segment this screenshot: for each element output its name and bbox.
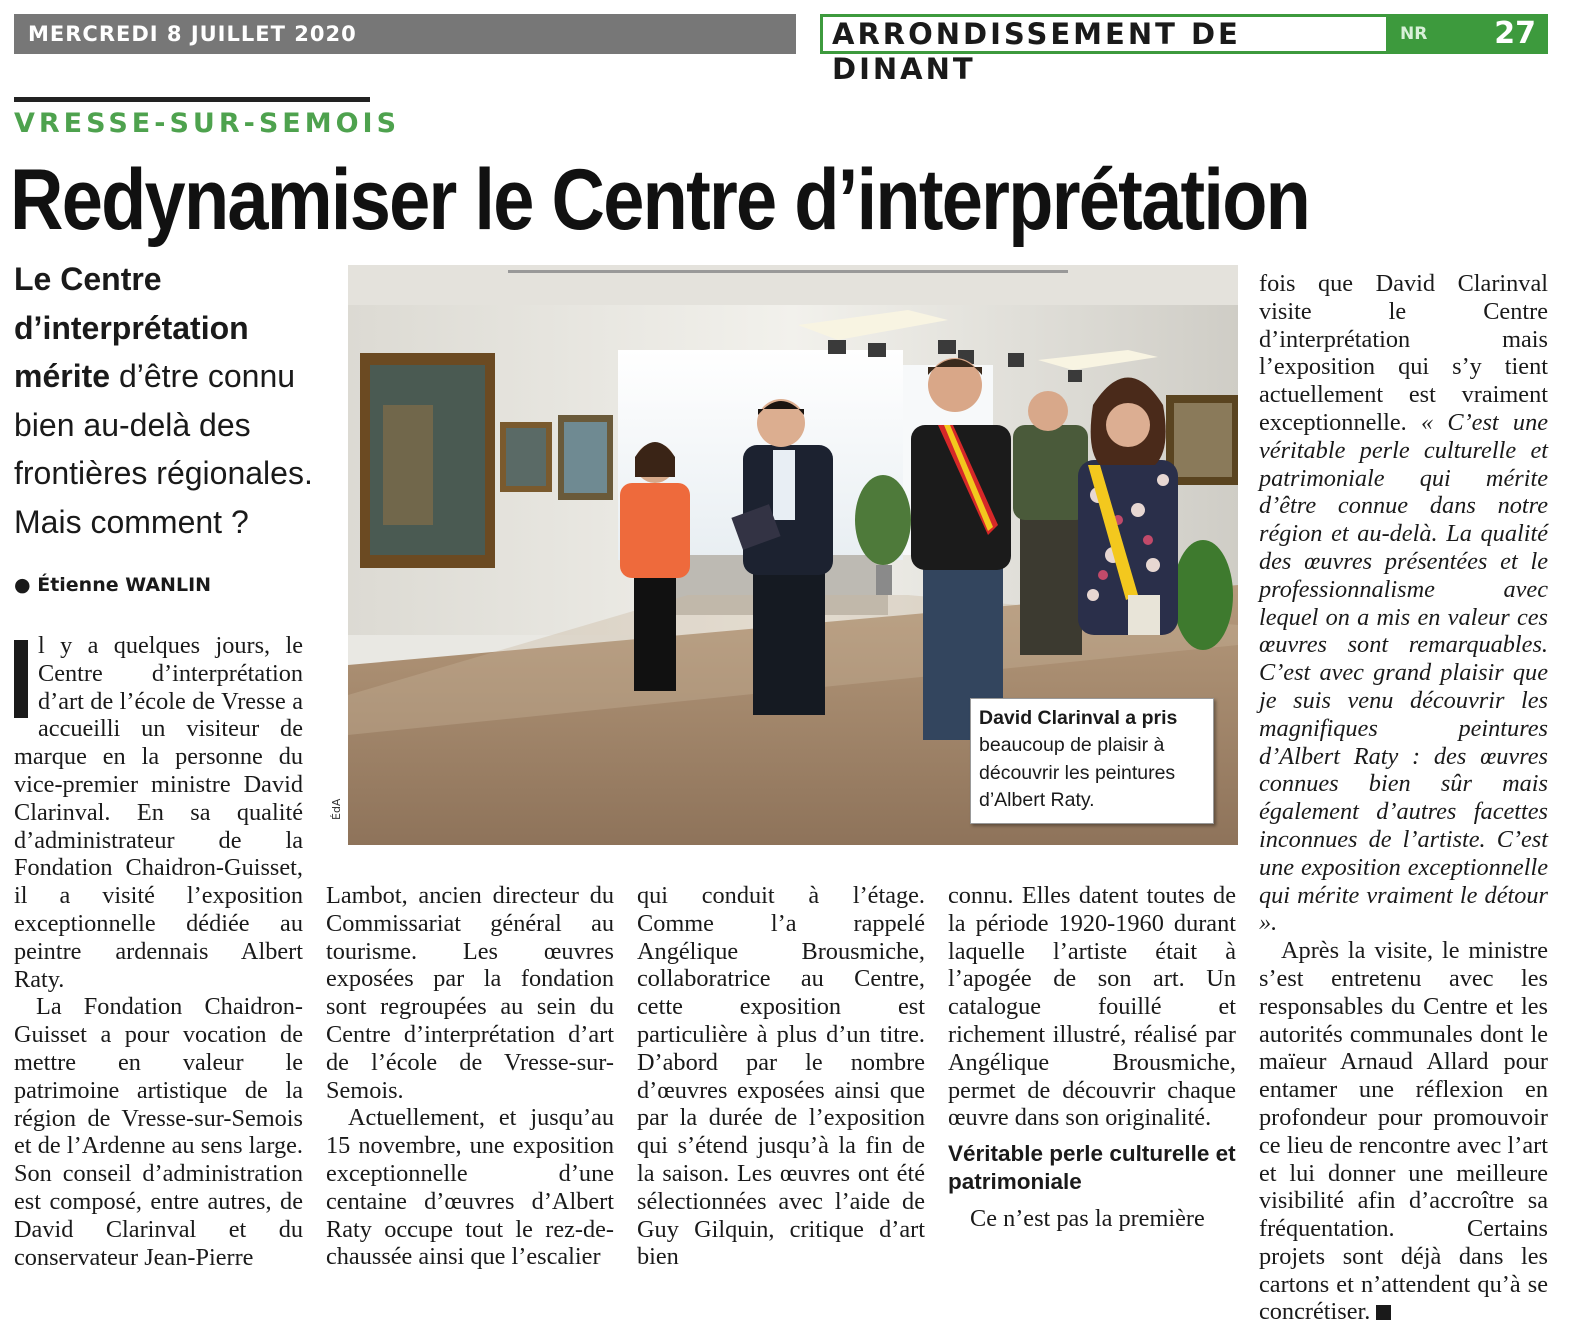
standfirst-text: d’être connu bien au-delà des frontières régionales. Mais comment ? <box>14 358 313 540</box>
caption-text: beaucoup de plaisir à découvrir les peintures d’Albert Raty. <box>979 734 1176 811</box>
body-column-2 <box>326 882 614 1271</box>
paragraph <box>14 632 303 993</box>
byline-first-name: Étienne <box>37 574 119 596</box>
brand-box <box>1386 14 1548 54</box>
section-title: ARRONDISSEMENT DE DINANT <box>832 17 1241 86</box>
paragraph: Actuellement, et jusqu’au 15 novembre, une exposition exceptionnelle d’une centaine d’œuvres d’Albert Raty occupe tout le rez-de-chaussée ainsi que l’escalier <box>326 1104 614 1271</box>
paragraph: Ce n’est pas la première <box>970 1204 1205 1232</box>
page-number: 27 <box>1494 16 1536 51</box>
paragraph: La Fondation Chaidron-Guisset a pour vocation de mettre en valeur le patrimoine artistique de la région de Vresse-sur-Semois et de l’Ardenne au sens large. Son conseil d’administration est composé, entre autres, de David Clarinval et du conservateur Jean-Pierre <box>14 993 303 1271</box>
byline-bullet-icon: ● <box>14 574 31 596</box>
paragraph: qui conduit à l’étage. Comme l’a rappelé Angélique Brousmiche, collaboratrice au Centre, cette exposition est particulière à plus d’un titre. D’abord par le nombre d’œuvres exposées ainsi que par la durée de l’exposition qui s’étend jusqu’à la fin de la saison. Les œuvres ont été sélectionnées avec l’aide de Guy Gilquin, critique d’art bien <box>637 882 925 1271</box>
paragraph-text: l y a quelques jours, le Centre d’interprétation d’art de l’école de Vresse a accueilli un visiteur de marque en la personne du vice-premier ministre David Clarinval. En sa qualité d’administrateur de la Fondation Chaidron-Guisset, il a visité l’exposition exceptionnelle dédiée au peintre ardennais Albert Raty. <box>14 632 303 993</box>
brand-logo: NR <box>1400 24 1428 44</box>
section-title-box <box>820 14 1386 86</box>
body-column-3 <box>637 882 925 1271</box>
caption-bold: David Clarinval a pris <box>979 707 1178 729</box>
photo-caption <box>970 698 1214 824</box>
body-column-5 <box>1259 270 1548 1326</box>
end-of-article-icon <box>1376 1305 1391 1320</box>
subheading: Véritable perle culturelle et patrimoniale <box>948 1141 1236 1194</box>
dropcap-i <box>14 640 28 718</box>
paragraph <box>1259 270 1548 937</box>
issue-date: MERCREDI 8 JUILLET 2020 <box>28 22 357 46</box>
byline <box>14 574 211 596</box>
byline-last-name: WANLIN <box>125 574 212 596</box>
minister-quote: « C’est une véritable perle culturelle et patrimoniale qui mérite d’être connue dans notre région et au-delà. La qualité des œuvres présentées et le professionnalisme avec lequel on a mis en valeur ces œuvres sont remarquables. C’est avec grand plaisir que je suis venu découvrir les magnifiques peintures d’Albert Raty : des œuvres connues bien sûr mais également d’autres facettes inconnues de l’artiste. C’est une exposition exceptionnelle qui mérite vraiment le détour ». <box>1259 408 1548 937</box>
paragraph <box>1259 937 1548 1326</box>
paragraph: connu. Elles datent toutes de la période 1920-1960 durant laquelle l’artiste était à l’apogée de son art. Un catalogue fouillé et richement illustré, réalisé par Angélique Brousmiche, permet de découvrir chaque œuvre dans son originalité. <box>948 882 1236 1132</box>
kicker: VRESSE-SUR-SEMOIS <box>14 108 401 139</box>
photo-credit: ÉdA <box>330 798 343 820</box>
paragraph: Lambot, ancien directeur du Commissariat général au tourisme. Les œuvres exposées par la fondation sont regroupées au sein du Centre d’interprétation d’art de l’école de Vresse-sur-Semois. <box>326 882 614 1104</box>
paragraph-text: fois que David Clarinval visite le Centre d’interprétation mais l’exposition qui s’y tient actuellement est vraiment exceptionnelle. <box>1259 270 1548 436</box>
standfirst <box>14 255 334 546</box>
headline: Redynamiser le Centre d’interprétation <box>10 152 1310 248</box>
date-bar <box>14 14 796 54</box>
body-column-1 <box>14 632 303 1271</box>
standfirst-bold: Le Centre d’interprétation mérite <box>14 261 249 394</box>
body-column-4 <box>948 882 1236 1233</box>
kicker-rule <box>14 97 370 102</box>
paragraph-text: Après la visite, le ministre s’est entretenu avec les responsables du Centre et les autorités communales dont le maïeur Arnaud Allard pour entamer une réflexion en profondeur pour promouvoir ce lieu de rencontre avec l’art et lui donner une meilleure visibilité afin d’accroître sa fréquentation. Certains projets sont déjà dans les cartons et n’attendent qu’à se concrétiser. <box>1259 937 1548 1326</box>
